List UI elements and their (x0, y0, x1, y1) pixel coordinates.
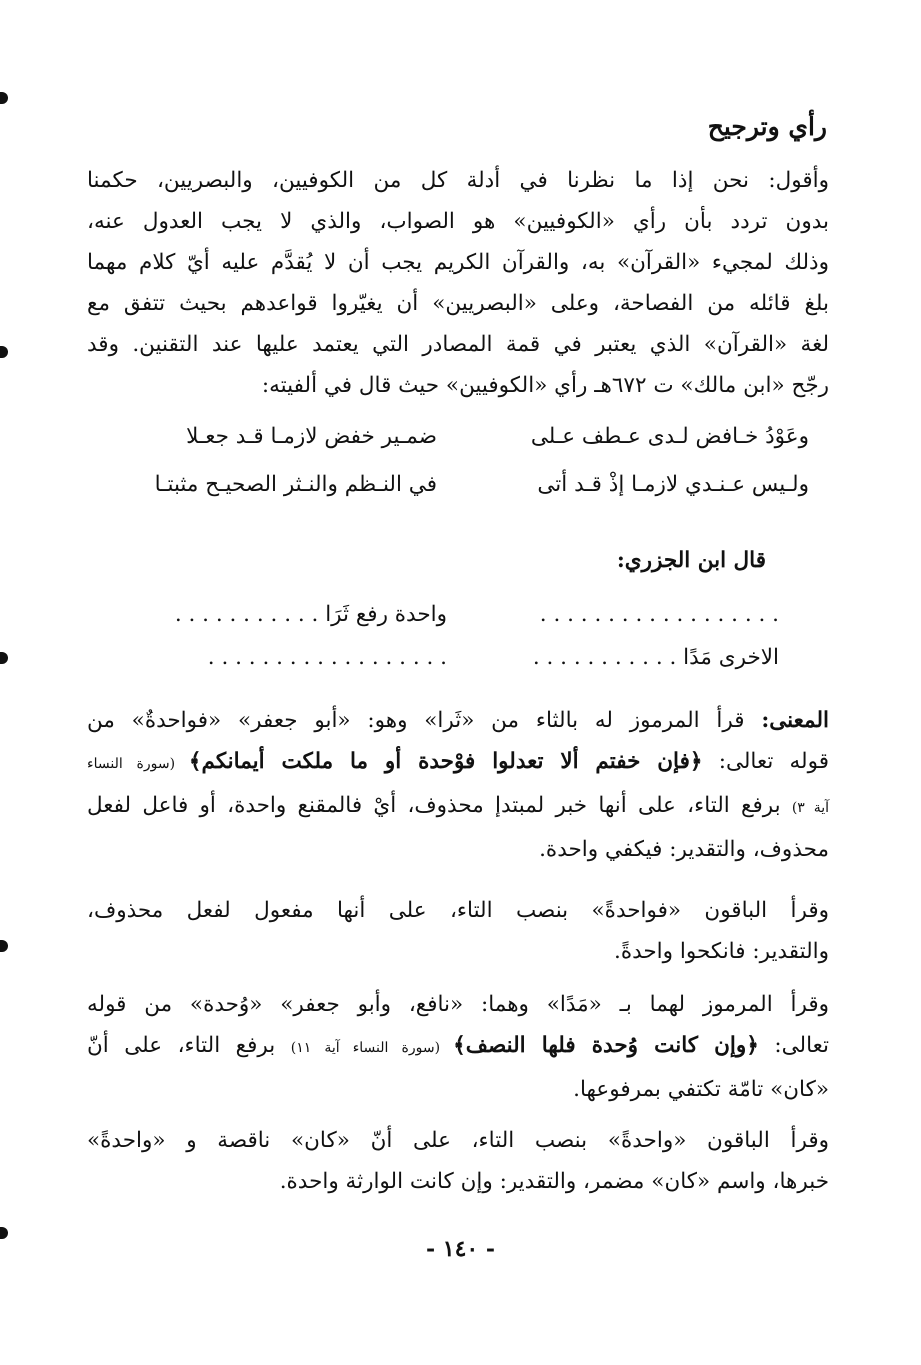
quran-verse: ﴿فإن خفتم ألا تعدلوا فوْحدة أو ما ملكت أيمانكم﴾ (188, 749, 703, 774)
jazari-verse (159, 602, 779, 642)
text-line: محذوف، والتقدير: فيكفي واحدة. (539, 837, 829, 862)
verse-first-hemistich: . . . . . . . . . . . . . . . . . . (539, 602, 779, 627)
margin-mark (0, 92, 8, 104)
verse-first-hemistich: وعَوْدُ خـافض لـدى عـطف عـلى (530, 424, 809, 449)
verse-second-hemistich: ضمـير خفض لازمـا قـد جعـلا (186, 424, 437, 449)
paragraph-opinion (87, 160, 829, 406)
poem-verse (109, 424, 809, 468)
text-segment: برفع التاء، على أنّ (87, 1033, 291, 1058)
text-line: وقرأ المرموز لهما بـ «مَدًا» وهما: «نافع، وأبو جعفر» «وُحدة» من قوله (87, 992, 829, 1017)
text-line (87, 1025, 829, 1069)
text-line: والتقدير: فانكحوا واحدةً. (614, 939, 829, 964)
text-line (87, 700, 829, 741)
page-number: - ١٤٠ - (425, 1236, 496, 1262)
verse-second-hemistich: . . . . . . . . . . . . . . . . . . (207, 645, 447, 670)
verse-first-hemistich: ولـيس عـنـدي لازمـا إذْ قـد أتى (537, 472, 809, 497)
text-segment: قوله تعالى: (702, 749, 829, 774)
paragraph-meaning (87, 700, 829, 870)
text-line (87, 785, 829, 829)
paragraph-mada (87, 984, 829, 1110)
paragraph-kana (87, 1120, 829, 1202)
text-line: رجّح «ابن مالك» ت ٦٧٢هـ رأي «الكوفيين» حيث قال في ألفيته: (261, 373, 829, 398)
text-line: خبرها، واسم «كان» مضمر، والتقدير: وإن كانت الوارثة واحدة. (279, 1169, 829, 1194)
jazari-verse (159, 645, 779, 685)
text-segment: برفع التاء، على أنها خبر لمبتدإ محذوف، أيْ فالمقنع واحدة، أو فاعل لفعل (87, 793, 792, 818)
section-heading: رأي وترجيح (707, 112, 827, 141)
text-line: وأقول: نحن إذا ما نظرنا في أدلة كل من الكوفيين، والبصريين، حكمنا (87, 168, 829, 193)
text-line: بدون تردد بأن رأي «الكوفيين» هو الصواب، والذي لا يجب العدول عنه، (87, 209, 829, 234)
margin-mark (0, 940, 8, 952)
text-line (87, 741, 829, 785)
verse-reference: آية ٣) (791, 800, 829, 816)
text-segment: قرأ المرموز له بالثاء من «ثَرا» وهو: «أبو جعفر» «فواحدةٌ» من (87, 708, 762, 733)
text-segment: تعالى: (758, 1033, 829, 1058)
text-line: «كان» تامّة تكتفي بمرفوعها. (573, 1077, 829, 1102)
text-line: وقرأ الباقون «فواحدةً» بنصب التاء، على أنها مفعول لفعل محذوف، (87, 898, 829, 923)
quran-verse: ﴿وإن كانت وُحدة فلها النصف﴾ (453, 1033, 759, 1058)
meaning-label: المعنى: (761, 708, 829, 733)
paragraph-remaining-readers (87, 890, 829, 972)
text-line: لغة «القرآن» الذي يعتبر في قمة المصادر التي يعتمد عليها عند التقنين. وقد (87, 332, 829, 357)
margin-mark (0, 346, 8, 358)
verse-reference: (سورة النساء (87, 756, 189, 772)
text-line: بلغ قائله من الفصاحة، وعلى «البصريين» أن يغيّروا قواعدهم بحيث تتفق مع (87, 291, 829, 316)
sub-heading: قال ابن الجزري: (616, 548, 766, 573)
verse-first-hemistich: الاخرى مَدًا . . . . . . . . . . . (532, 645, 779, 670)
text-line: وقرأ الباقون «واحدةً» بنصب التاء، على أنّ «كان» ناقصة و «واحدةً» (87, 1128, 829, 1153)
verse-reference: (سورة النساء آية ١١) (290, 1040, 454, 1056)
verse-second-hemistich: في النـظم والنـثر الصحيـح مثبتـا (154, 472, 437, 497)
margin-mark (0, 652, 8, 664)
poem-verse (109, 472, 809, 516)
text-line: وذلك لمجيء «القرآن» به، والقرآن الكريم يجب أن لا يُقدَّم عليه أيّ كلام مهما (87, 250, 829, 275)
verse-second-hemistich: واحدة رفع ثَرَا . . . . . . . . . . . (174, 602, 447, 627)
